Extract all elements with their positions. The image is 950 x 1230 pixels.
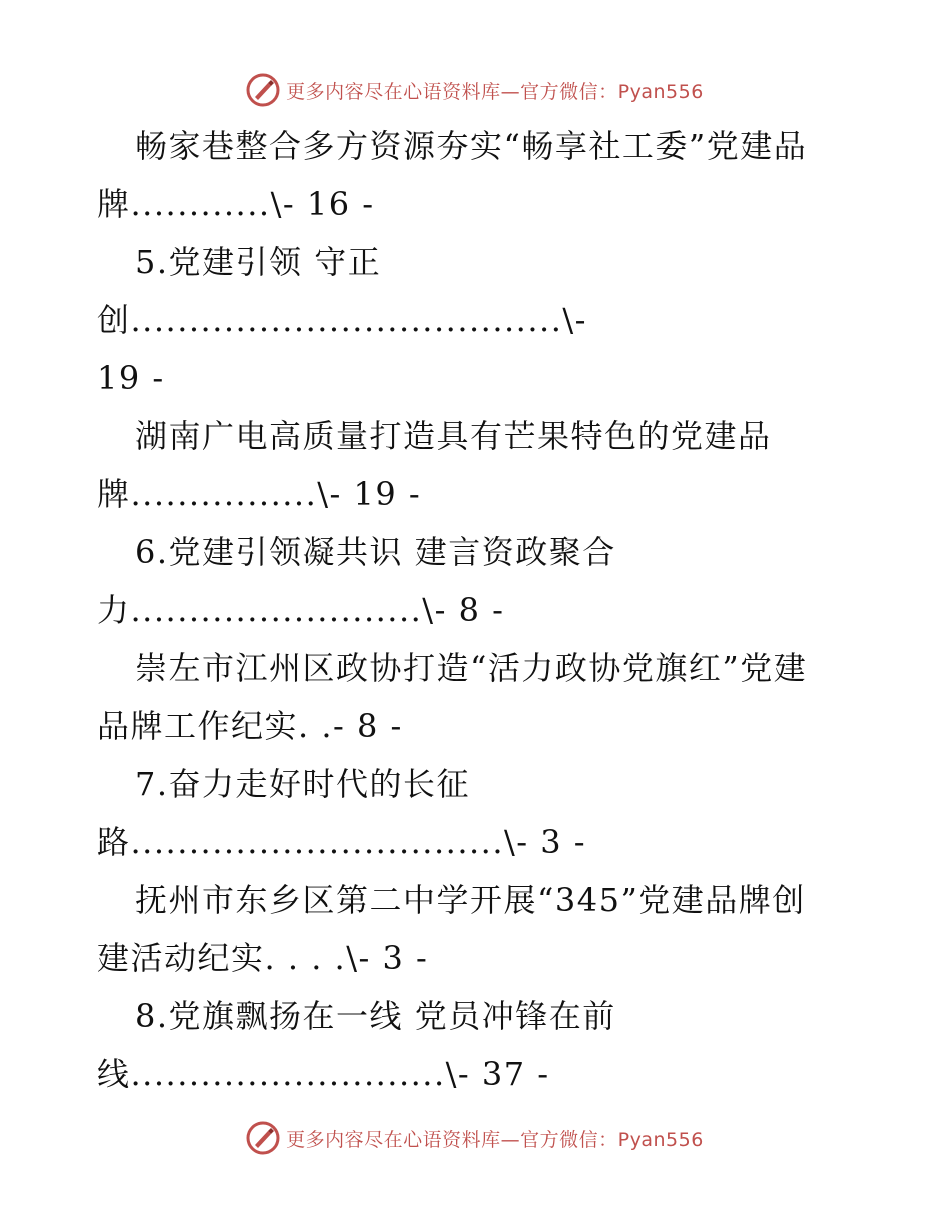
toc-line: 牌................\- 19 -: [97, 475, 422, 513]
toc-line: 5.党建引领 守正: [135, 243, 382, 281]
toc-line: 崇左市江州区政协打造“活力政协党旗红”党建: [135, 649, 808, 687]
pen-seal-icon: [246, 1121, 280, 1155]
watermark-text: 更多内容尽在心语资料库—官方微信：Pyan556: [286, 1128, 704, 1151]
header-watermark: [0, 70, 950, 110]
toc-line: 畅家巷整合多方资源夯实“畅享社工委”党建品: [135, 127, 808, 165]
pen-seal-icon: [246, 73, 280, 107]
toc-line: 抚州市东乡区第二中学开展“345”党建品牌创: [135, 881, 806, 919]
toc-line: 6.党建引领凝共识 建言资政聚合: [135, 533, 616, 571]
toc-line: 牌............\- 16 -: [97, 185, 375, 223]
toc-line: 19 -: [97, 359, 165, 397]
toc-line: 路................................\- 3 -: [97, 823, 587, 861]
toc-line: 建活动纪实. . . .\- 3 -: [97, 939, 429, 977]
table-of-contents: [97, 117, 857, 1103]
toc-line: 8.党旗飘扬在一线 党员冲锋在前: [135, 997, 616, 1035]
toc-line: 创.....................................\-: [97, 301, 587, 339]
footer-watermark: [0, 1118, 950, 1158]
toc-line: 7.奋力走好时代的长征: [135, 765, 471, 803]
watermark-text: 更多内容尽在心语资料库—官方微信：Pyan556: [286, 80, 704, 103]
toc-line: 品牌工作纪实. .- 8 -: [97, 707, 403, 745]
toc-line: 力.........................\- 8 -: [97, 591, 505, 629]
toc-line: 湖南广电高质量打造具有芒果特色的党建品: [135, 417, 772, 455]
toc-line: 线...........................\- 37 -: [97, 1055, 550, 1093]
